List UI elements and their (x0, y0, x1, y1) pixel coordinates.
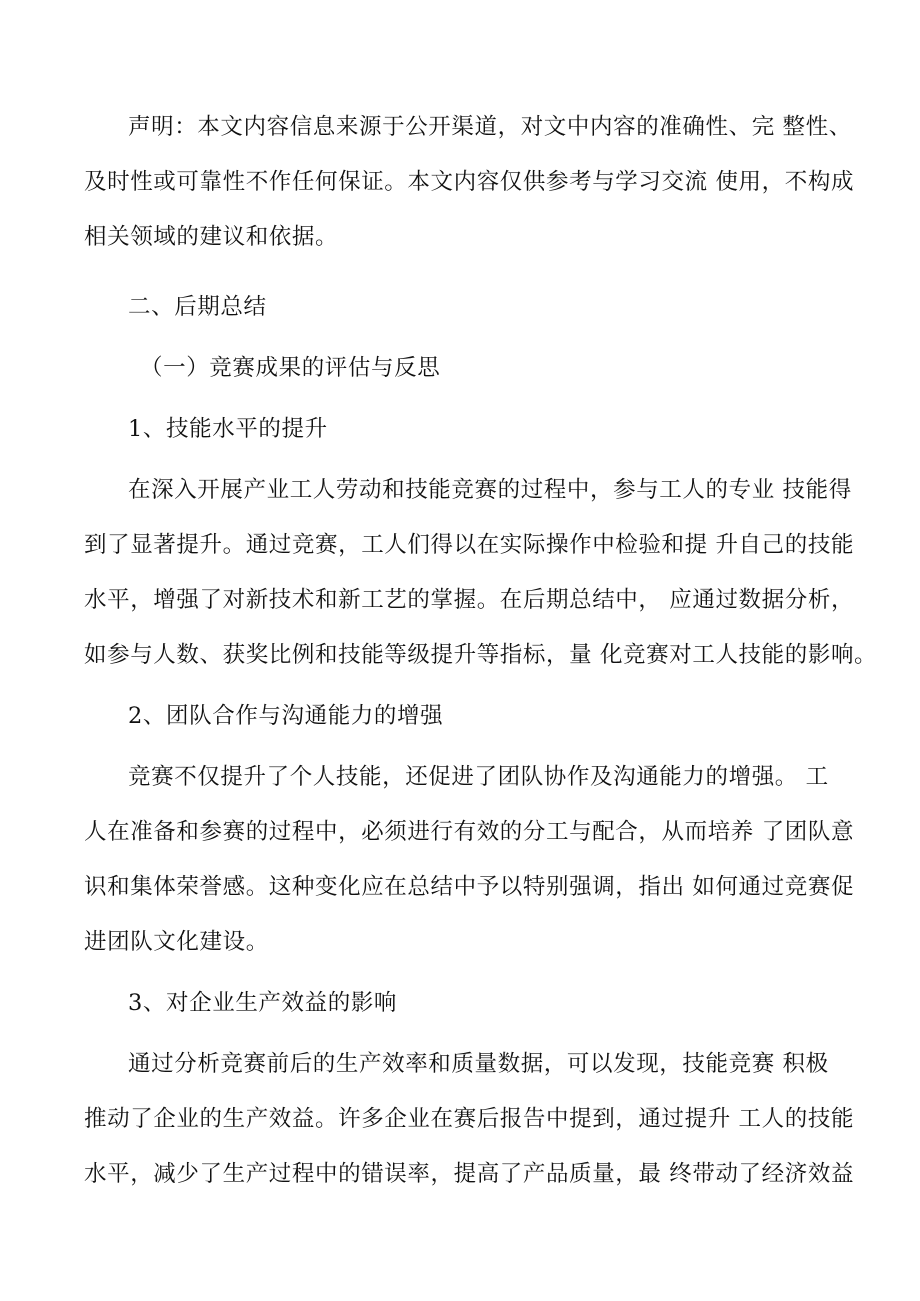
disclaimer-line: 声明：本文内容信息来源于公开渠道，对文中内容的准确性、完 整性、 (128, 114, 852, 140)
paragraph-line: 通过分析竞赛前后的生产效率和质量数据，可以发现，技能竞赛 积极 (128, 1051, 829, 1077)
item-heading: 1、技能水平的提升 (128, 416, 328, 442)
paragraph-line: 到了显著提升。通过竞赛，工人们得以在实际操作中检验和提 升自己的技能 (84, 532, 855, 558)
subsection-heading: （一）竞赛成果的评估与反思 (140, 355, 441, 381)
disclaimer-line: 及时性或可靠性不作任何保证。本文内容仅供参考与学习交流 使用，不构成 (84, 169, 855, 195)
item-heading: 2、团队合作与沟通能力的增强 (128, 703, 444, 729)
paragraph-line: 如参与人数、获奖比例和技能等级提升等指标，量 化竞赛对工人技能的影响。 (84, 642, 878, 668)
paragraph-line: 识和集体荣誉感。这种变化应在总结中予以特别强调，指出 如何通过竞赛促 (84, 874, 855, 900)
section-heading: 二、后期总结 (128, 294, 267, 320)
paragraph-line: 水平，减少了生产过程中的错误率，提高了产品质量，最 终带动了经济效益 (84, 1161, 855, 1187)
paragraph-line: 水平，增强了对新技术和新工艺的掌握。在后期总结中， 应通过数据分析， (84, 587, 855, 613)
paragraph-line: 推动了企业的生产效益。许多企业在赛后报告中提到，通过提升 工人的技能 (84, 1106, 855, 1132)
paragraph-line: 竞赛不仅提升了个人技能，还促进了团队协作及沟通能力的增强。 工 (128, 764, 829, 790)
paragraph-line: 在深入开展产业工人劳动和技能竞赛的过程中，参与工人的专业 技能得 (128, 477, 852, 503)
disclaimer-line: 相关领域的建议和依据。 (84, 224, 339, 250)
paragraph-line: 进团队文化建设。 (84, 929, 269, 955)
item-heading: 3、对企业生产效益的影响 (128, 990, 398, 1016)
paragraph-line: 人在准备和参赛的过程中，必须进行有效的分工与配合，从而培养 了团队意 (84, 819, 855, 845)
